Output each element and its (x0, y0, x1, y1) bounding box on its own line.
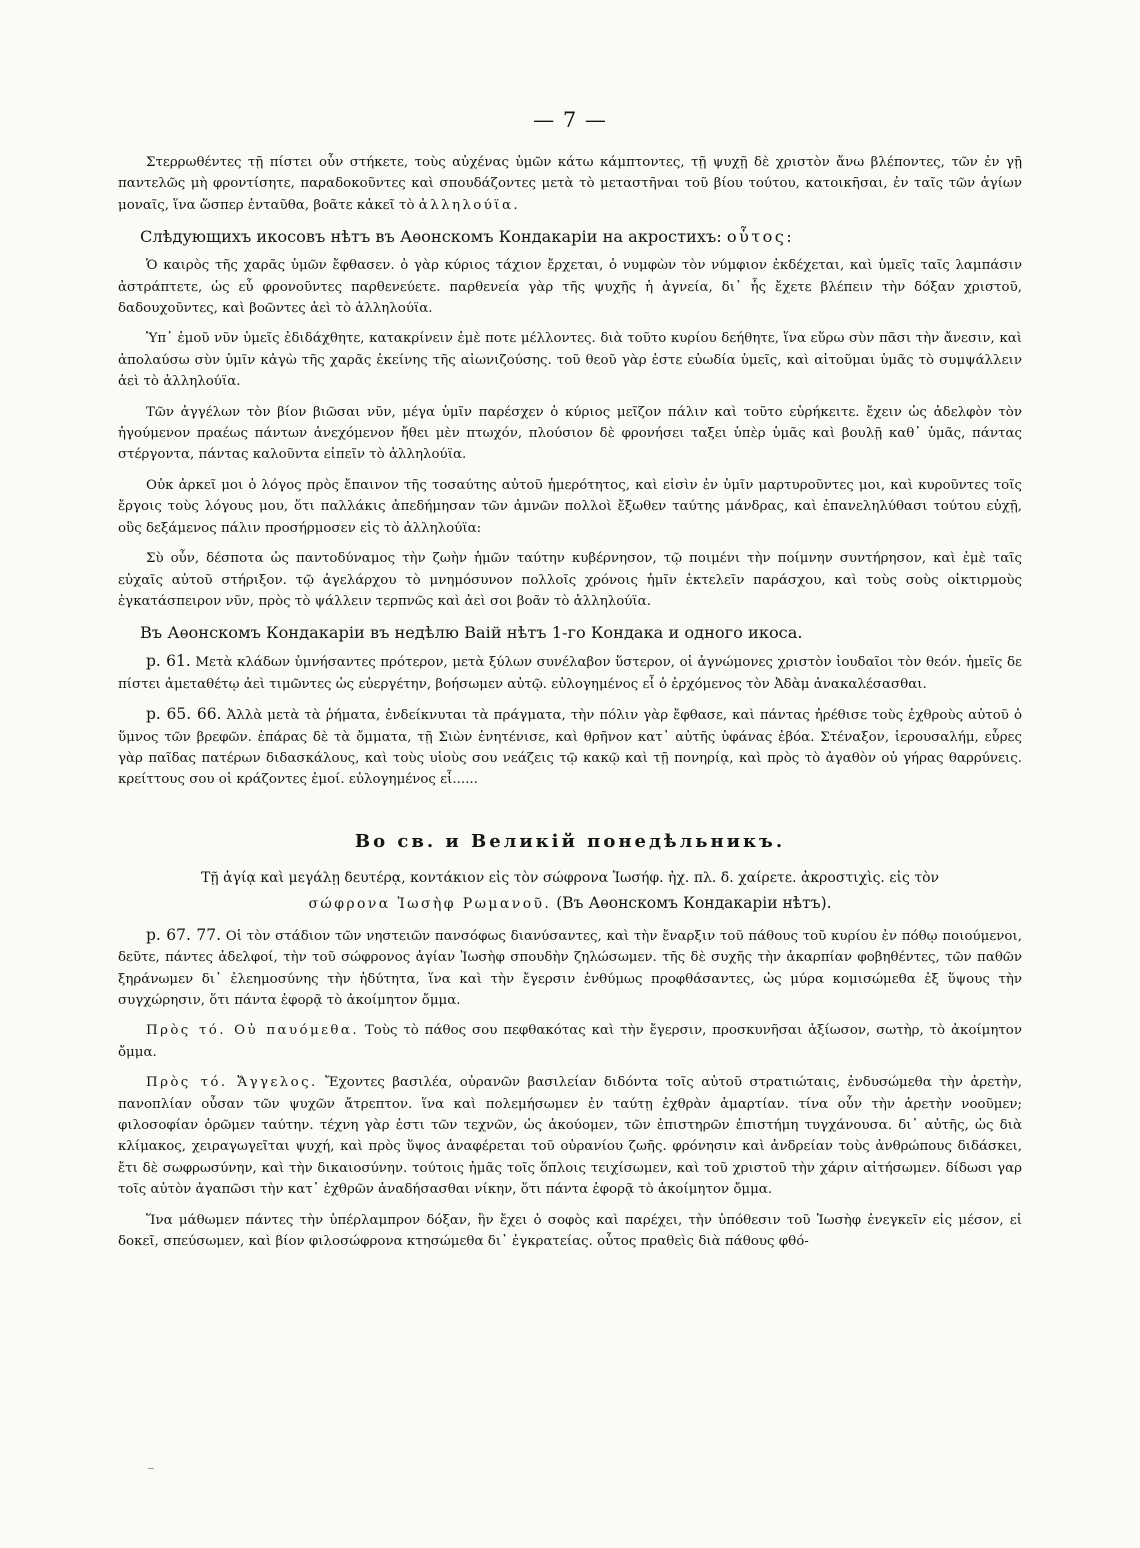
ikos-paragraph: Σὺ οὖν, δέσποτα ὡς παντοδύναμος τὴν ζωὴν ἡμῶν ταύτην κυβέρνησον, τῷ ποιμένι τὴν ποίμνην συντήρησον, καὶ ἐμὲ ταῖς εὐχαῖς αὐτοῦ στήριξον. τῷ ἀγελάρχου τὸ μνημόσυνον πολλοῖς χρόνοις ἡμῖν ἐκτελεῖν παράσχου, καὶ τοὺς σοὺς οἰκτιρμοὺς ἐγκατάσπειρον νῦν, πρὸς τὸ ψάλλειν τερπνῶς καὶ ἀεὶ σοι βοᾶν τὸ ἀλληλούϊα. (118, 551, 1022, 609)
ref-paragraph (118, 651, 1022, 695)
subtitle-note: (Въ Аѳонскомъ Кондакаріи нѣтъ). (551, 893, 832, 912)
palm-sunday-heading: Въ Аѳонскомъ Кондакаріи въ недѣлю Ваій нѣтъ 1-го Кондака и одного икоса. (140, 623, 803, 643)
subtitle-line-2: σώφρονα Ἰωσὴφ Ρωμανοῦ. (308, 895, 552, 912)
page-reference: р. 61. (146, 652, 191, 671)
page-reference: р. 65. 66. (146, 705, 222, 724)
ikos-paragraph: Οὐκ ἀρκεῖ μοι ὁ λόγος πρὸς ἔπαινον τῆς τοσαύτης αὐτοῦ ἡμερότητος, καὶ εἰσὶν ἐν ὑμῖν μαρτυροῦντες μοι, καὶ κυροῦντες τοῖς ἔργοις τοὺς λόγους μου, ὅτι παλλάκις ἀπεδήμησαν τῶν ἀμνῶν πολλοὶ ἔξωθεν ταύτης μάνδρας, καὶ ἐπανεληλύθασι τούτου εὐχῇ, οὓς δεξάμενος πάλιν προσήρμοσεν εἰς τὸ ἀλληλούϊα: (118, 477, 1022, 536)
intro-paragraph (118, 152, 1022, 216)
intro-text: Στερρωθέντες τῇ πίστει οὖν στήκετε, τοὺς αὐχένας ὑμῶν κάτω κάμπτοντες, τῇ ψυχῇ δὲ χριστὸν ἄνω βλέποντες, τῶν ἐν γῇ παντελῶς μὴ φροντίσητε, παραδοκοῦντες καὶ σπουδάζοντες μετὰ τὸ μεταστῆναι τοῦ βίου τούτου, κατοικῆσαι, ἐν ταῖς τῶν ἁγίων μοναῖς, ἵνα ὥσπερ ἐνταῦθα, βοᾶτε κἀκεῖ τὸ (118, 155, 1022, 213)
ref-text: Ἀλλὰ μετὰ τὰ ῥήματα, ἐνδείκνυται τὰ πράγματα, τὴν πόλιν γὰρ ἔφθασε, καὶ πάντας ἠρέθισε τοὺς ἐχθροὺς αὐτοῦ ὁ ὕμνος τῶν βρεφῶν. ἐπάρας δὲ τὰ ὄμματα, τῇ Σιὼν ἐνητένισε, καὶ θρῆνον κατ᾽ αὐτῆς ὑφάνας ἐβόα. Στέναξον, ἱερουσαλήμ, εὗρες γὰρ παῖδας πατέρων διδασκάλους, καὶ τοὺς υἱοὺς σου νεάζεις τῷ κακῷ καὶ τῇ πονηρίᾳ, καὶ πρὸς τὸ ἀγαθὸν οὐ γήρας θαρρύνεις. κρείττους σου οἱ κράζοντες ἐμοί. εὐλογημένος εἶ...... (118, 708, 1023, 788)
ikos-paragraph: Ὁ καιρὸς τῆς χαρᾶς ὑμῶν ἔφθασεν. ὁ γὰρ κύριος τάχιον ἔρχεται, ὁ νυμφὼν τὸν νύμφιον ἐκδέχεται, καὶ ὑμεῖς ταῖς λαμπάσιν ἀστράπτετε, ὡς εὖ φρονοῦντες παρθενεύετε. παρθενεία γὰρ τῆς ψυχῆς ἡ ἁγνεία, δι᾽ ἧς ἔχετε βλέπειν τὴν δόξαν χριστοῦ, δαδουχοῦντες, καὶ βοῶντες ἀεὶ τὸ ἀλληλούϊα. (118, 258, 1022, 317)
intro-alleluia: ἀλληλούϊα. (418, 197, 521, 213)
pros-lead: Πρὸς τό. Ἄγγελος. (146, 1075, 318, 1091)
pros-paragraph (118, 1020, 1022, 1063)
ikos-paragraph: Ὑπ᾽ ἐμοῦ νῦν ὑμεῖς ἐδιδάχθητε, κατακρίνειν ἐμὲ ποτε μέλλοντες. διὰ τοῦτο κυρίου δεήθητε, ἵνα εὕρω σὺν πᾶσι τὴν ἄνεσιν, καὶ ἀπολαύσω σὺν ὑμῖν κἀγὼ τῆς χαρᾶς ἐκείνης τῆς αἰωνιζούσης. τοῦ θεοῦ γὰρ ἐστε εὐωδία ὑμεῖς, καὶ αἰτοῦμαι ὑμᾶς τὸ συμψάλλειν ἀεὶ τὸ ἀλληλούϊα. (118, 331, 1022, 390)
ref-text: Οἱ τὸν στάδιον τῶν νηστειῶν πανσόφως διανύσαντες, καὶ τὴν ἔναρξιν τοῦ πάθους τοῦ κυρίου ἐν πόθῳ ποιούμενοι, δεῦτε, πάντες ἀδελφοί, τὴν τοῦ σώφρονος ἁγίαν Ἰωσὴφ σπουδὴν ζηλώσωμεν. τῆς δὲ συχῆς τὴν ἀκαρπίαν φοβηθέντες, τῶν παθῶν ξηράνωμεν δι᾽ ἐλεημοσύνης τὴν ἡδύτητα, ἵνα καὶ τὴν ἔγερσιν ἐνθύμως προφθάσαντες, ὡς μύρα κομισώμεθα ἐξ ὕψους τὴν συγχώρησιν, ὅτι πάντα ἐφορᾷ τὸ ἀκοίμητον ὄμμα. (118, 928, 1022, 1008)
ref-paragraph (118, 704, 1022, 791)
section-title: Во св. и Великій понедѣльникъ. (354, 830, 786, 852)
ref-paragraph (118, 925, 1022, 1012)
acrostic-word: οὗτος: (726, 227, 795, 247)
acrostic-heading (118, 225, 1022, 249)
pros-text: Ἔχοντες βασιλέα, οὐρανῶν βασιλείαν διδόντα τοῖς αὐτοῦ στρατιώταις, ἐνδυσώμεθα τὴν ἀρετὴν, πανοπλίαν οὖσαν τῶν ψυχῶν ἄτρεπτον. ἵνα καὶ πολεμήσωμεν ἐν ταύτῃ ἐχθρὰν ἁμαρτίαν. τίνα οὖν τὴν ἀρετὴν νοοῦμεν; φιλοσοφίαν ὁρῶμεν ταύτην. τέχνη γὰρ ἐστι τῶν τεχνῶν, ὡς ἀκούομεν, τῶν ἐπιστηρῶν ἐπιστήμη τυγχάνουσα. δι᾽ αὐτῆς, ὡς διὰ κλίμακος, χειραγωγεῖται ψυχή, καὶ πρὸς ὕψος ἀναφέρεται τοῦ οὐρανίου ζωῆς. φρόνησιν καὶ ἀνδρείαν τοὺς ἀνθρώπους διδάσκει, ἔτι δὲ σωφρωσύνην, καὶ τὴν δικαιοσύνην. τούτοις ἡμᾶς τοῖς ὅπλοις τειχίσωμεν, καὶ τοῦ χριστοῦ τὴν χάριν αἰτήσωμεν. δίδωσι γαρ τοῖς αὐτὸν ἀγαπῶσι τὴν κατ᾽ ἐχθρῶν ἀναδήσασθαι νίκην, ὅτι πάντα ἐφορᾷ τὸ ἀκοίμητον ὄμμα. (118, 1075, 1022, 1198)
closing-paragraph: Ἵνα μάθωμεν πάντες τὴν ὑπέρλαμπρον δόξαν, ἣν ἔχει ὁ σοφὸς καὶ παρέχει, τὴν ὑπόθεσιν τοῦ Ἰωσὴφ ἐνεγκεῖν εἰς μέσον, εἰ δοκεῖ, σπεύσωμεν, καὶ βίον φιλοσώφρονα κτησώμεθα δι᾽ ἐγκρατείας. οὗτος πραθεὶς διὰ πάθους φθό- (118, 1212, 1022, 1250)
pros-text: Τοὺς τὸ πάθος σου πεφθακότας καὶ τὴν ἔγερσιν, προσκυνῆσαι ἀξίωσον, σωτὴρ, τὸ ἀκοίμητον ὄμμα. (118, 1023, 1022, 1060)
subtitle-line-1: Τῇ ἁγίᾳ καὶ μεγάλῃ δευτέρᾳ, κοντάκιον εἰς τὸν σώφρονα Ἰωσήφ. ἠχ. πλ. δ̄. χαίρετε. ἀκροστιχὶς. εἰς τὸν (200, 869, 940, 886)
ref-text: Μετὰ κλάδων ὑμνήσαντες πρότερον, μετὰ ξύλων συνέλαβον ὕστερον, οἱ ἀγνώμονες χριστὸν ἰουδαῖοι τὸν θεόν. ἡμεῖς δε πίστει ἀμεταθέτῳ ἀεὶ τιμῶντες ὡς εὐεργέτην, βοήσωμεν αὐτῷ. εὐλογημένος εἶ ὁ ἐρχόμενος τὸν Ἀδὰμ ἀνακαλέσασθαι. (118, 655, 1022, 692)
acrostic-heading-text: Слѣдующихъ икосовъ нѣтъ въ Аѳонскомъ Кондакаріи на акростихъ: (140, 227, 727, 247)
ikos-paragraph: Τῶν ἀγγέλων τὸν βίον βιῶσαι νῦν, μέγα ὑμῖν παρέσχεν ὁ κύριος μεῖζον πάλιν καὶ τοῦτο εὑρήκειτε. ἔχειν ὡς ἀδελφὸν τὸν ἡγούμενον πραέως πάντων ἀνεχόμενον ἤθει μὲν πτωχόν, πλούσιον δὲ φρονήσει ταξει ὑπὲρ ὑμᾶς καὶ βουλῇ καθ᾽ ὑμᾶς, πάντας στέργοντα, πάντας καλοῦντα εἰπεῖν τὸ ἀλληλούϊα. (118, 404, 1022, 463)
page-number: — 7 — (533, 108, 607, 132)
section-subtitle (118, 866, 1022, 917)
pros-lead: Πρὸς τό. Οὐ παυόμεθα. (146, 1023, 359, 1039)
print-speck (148, 1468, 154, 1469)
page-reference: р. 67. 77. (146, 925, 222, 944)
pros-paragraph (118, 1072, 1022, 1200)
